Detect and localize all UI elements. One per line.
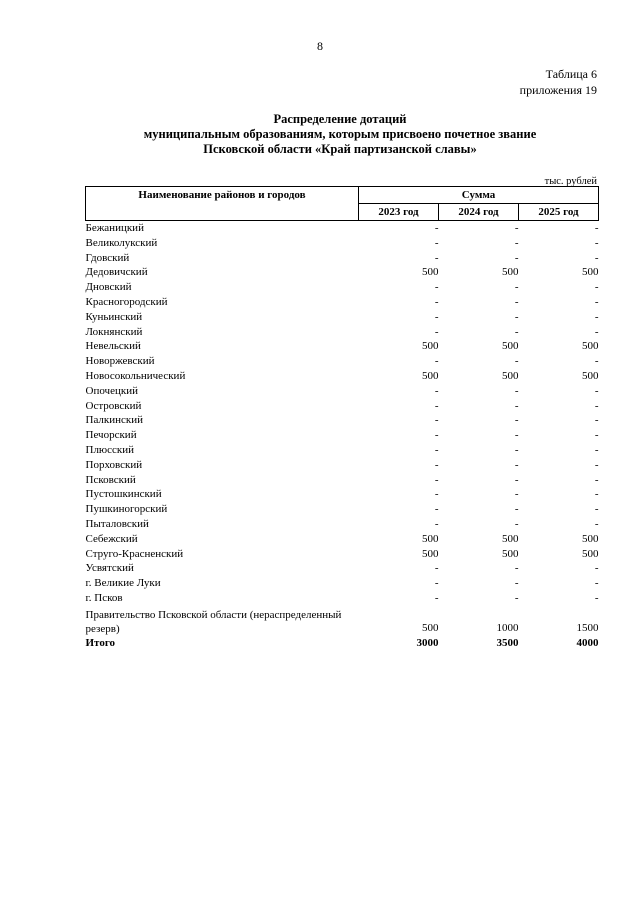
amount-2023: - [434,222,439,234]
amount-2025: - [594,591,599,604]
table-row [86,339,599,354]
header-year-2023: 2023 год [359,204,439,221]
district-name: г. Великие Луки [85,577,161,590]
total-2024: 3500 [496,636,519,649]
amount-2025: - [594,399,599,412]
amount-2024: 500 [502,266,519,279]
amount-2025: 500 [582,340,599,353]
document-title [80,112,600,157]
table-row [86,295,599,310]
amount-2025: - [594,473,599,486]
district-name: Струго-Красненский [85,547,184,560]
amount-2024: - [514,503,519,516]
amount-2025: - [594,310,599,323]
table-row [86,591,599,606]
district-name: Куньинский [85,310,143,323]
amount-2023: - [434,310,439,323]
amount-2025: - [594,295,599,308]
amount-2024: - [514,310,519,323]
table-reference-line2: приложения 19 [519,83,597,97]
table-row [86,561,599,576]
amount-2024: - [514,488,519,501]
amount-2024: - [514,443,519,456]
amount-2025: - [594,458,599,471]
district-name: Усвятский [85,562,134,575]
amount-2024: 500 [502,340,519,353]
amount-2024: - [514,222,519,234]
table-reference-line1: Таблица 6 [545,67,597,81]
table-row [86,502,599,517]
amount-2023: - [434,355,439,368]
amount-2023: 500 [422,369,439,382]
district-name: Себежский [85,532,138,545]
total-2025: 4000 [576,636,599,649]
amount-2025: 500 [582,547,599,560]
units-label: тыс. рублей [544,176,597,187]
district-name: Псковский [85,473,136,486]
amount-2024: 500 [502,547,519,560]
title-line3: Псковской области «Край партизанской славы» [203,142,477,156]
table-reference [520,66,597,98]
amount-2025: - [594,488,599,501]
amount-2025: - [594,503,599,516]
amount-2023: - [434,577,439,590]
table-row [86,473,599,488]
total-row [86,636,599,651]
amount-2025: - [594,222,599,234]
district-name: Гдовский [85,251,130,264]
amount-2024: 500 [502,532,519,545]
district-name: Опочецкий [85,384,138,397]
table-row [86,265,599,280]
table-row [86,606,599,636]
amount-2023: 500 [422,532,439,545]
amount-2025: 500 [582,532,599,545]
table-row [86,221,599,236]
amount-2023: - [434,458,439,471]
amount-2023: - [434,414,439,427]
table-row [86,413,599,428]
table-row [86,236,599,251]
amount-2024: 1000 [496,621,519,634]
amount-2023: - [434,429,439,442]
amount-2023: 500 [422,266,439,279]
amount-2023: - [434,488,439,501]
district-name: Великолукский [85,236,158,249]
table-row [86,325,599,340]
amount-2025: - [594,517,599,530]
table-row [86,458,599,473]
amount-2024: - [514,355,519,368]
title-line2: муниципальным образованиям, которым присвоено почетное звание [143,127,537,141]
amount-2025: - [594,414,599,427]
amount-2023: - [434,251,439,264]
table-row [86,354,599,369]
amount-2023: - [434,591,439,604]
table-body [86,221,599,651]
amount-2023: - [434,443,439,456]
amount-2023: - [434,236,439,249]
district-name: Новоржевский [85,355,155,368]
table-row [86,576,599,591]
district-name: Пустошкинский [85,488,162,501]
amount-2025: - [594,281,599,294]
amount-2024: - [514,473,519,486]
header-year-2025: 2025 год [519,204,599,221]
amount-2025: 500 [582,369,599,382]
amount-2025: - [594,251,599,264]
header-sum: Сумма [359,187,599,204]
table-row [86,547,599,562]
header-name: Наименование районов и городов [86,187,359,221]
amount-2025: - [594,236,599,249]
amount-2025: - [594,562,599,575]
table-row [86,310,599,325]
amount-2024: - [514,325,519,338]
amount-2024: - [514,577,519,590]
amount-2024: - [514,295,519,308]
district-name: г. Псков [85,591,123,604]
header-year-2024: 2024 год [439,204,519,221]
table-row [86,399,599,414]
district-name: Печорский [85,429,137,442]
district-name: Невельский [85,340,141,353]
amount-2024: - [514,517,519,530]
amount-2023: - [434,517,439,530]
amount-2024: - [514,384,519,397]
amount-2023: - [434,384,439,397]
page-number: 8 [317,39,323,53]
amount-2025: - [594,355,599,368]
amount-2024: - [514,236,519,249]
district-name: Правительство Псковской области (нераспределенный резерв) [85,608,342,635]
amount-2024: - [514,414,519,427]
district-name: Пыталовский [85,517,149,530]
district-name: Дедовичский [85,266,148,279]
table-row [86,443,599,458]
table-row [86,369,599,384]
amount-2023: 500 [422,621,439,634]
table-row [86,428,599,443]
district-name: Красногородский [85,295,168,308]
amount-2024: - [514,429,519,442]
amount-2023: - [434,562,439,575]
amount-2025: 500 [582,266,599,279]
table-row [86,384,599,399]
amount-2024: - [514,562,519,575]
title-line1: Распределение дотаций [273,112,407,126]
table-row [86,280,599,295]
amount-2025: 1500 [576,621,599,634]
district-name: Пушкиногорский [85,503,168,516]
district-name: Локнянский [85,325,143,338]
total-label: Итого [85,636,116,649]
amount-2023: - [434,295,439,308]
district-name: Плюсский [85,443,135,456]
amount-2024: - [514,281,519,294]
amount-2025: - [594,384,599,397]
table-row [86,532,599,547]
amount-2023: 500 [422,340,439,353]
district-name: Порховский [85,458,143,471]
amount-2024: - [514,251,519,264]
amount-2023: - [434,503,439,516]
district-name: Дновский [85,281,132,294]
amount-2023: - [434,325,439,338]
subsidy-table [85,186,599,651]
total-2023: 3000 [416,636,439,649]
amount-2023: - [434,399,439,412]
amount-2025: - [594,577,599,590]
table-row [86,487,599,502]
district-name: Бежаницкий [85,222,144,234]
amount-2024: - [514,458,519,471]
amount-2023: - [434,281,439,294]
amount-2025: - [594,429,599,442]
amount-2023: 500 [422,547,439,560]
district-name: Новосокольнический [85,369,186,382]
amount-2025: - [594,325,599,338]
district-name: Островский [85,399,142,412]
amount-2024: - [514,399,519,412]
amount-2023: - [434,473,439,486]
district-name: Палкинский [85,414,144,427]
table-row [86,251,599,266]
table-row [86,517,599,532]
amount-2024: - [514,591,519,604]
amount-2024: 500 [502,369,519,382]
amount-2025: - [594,443,599,456]
